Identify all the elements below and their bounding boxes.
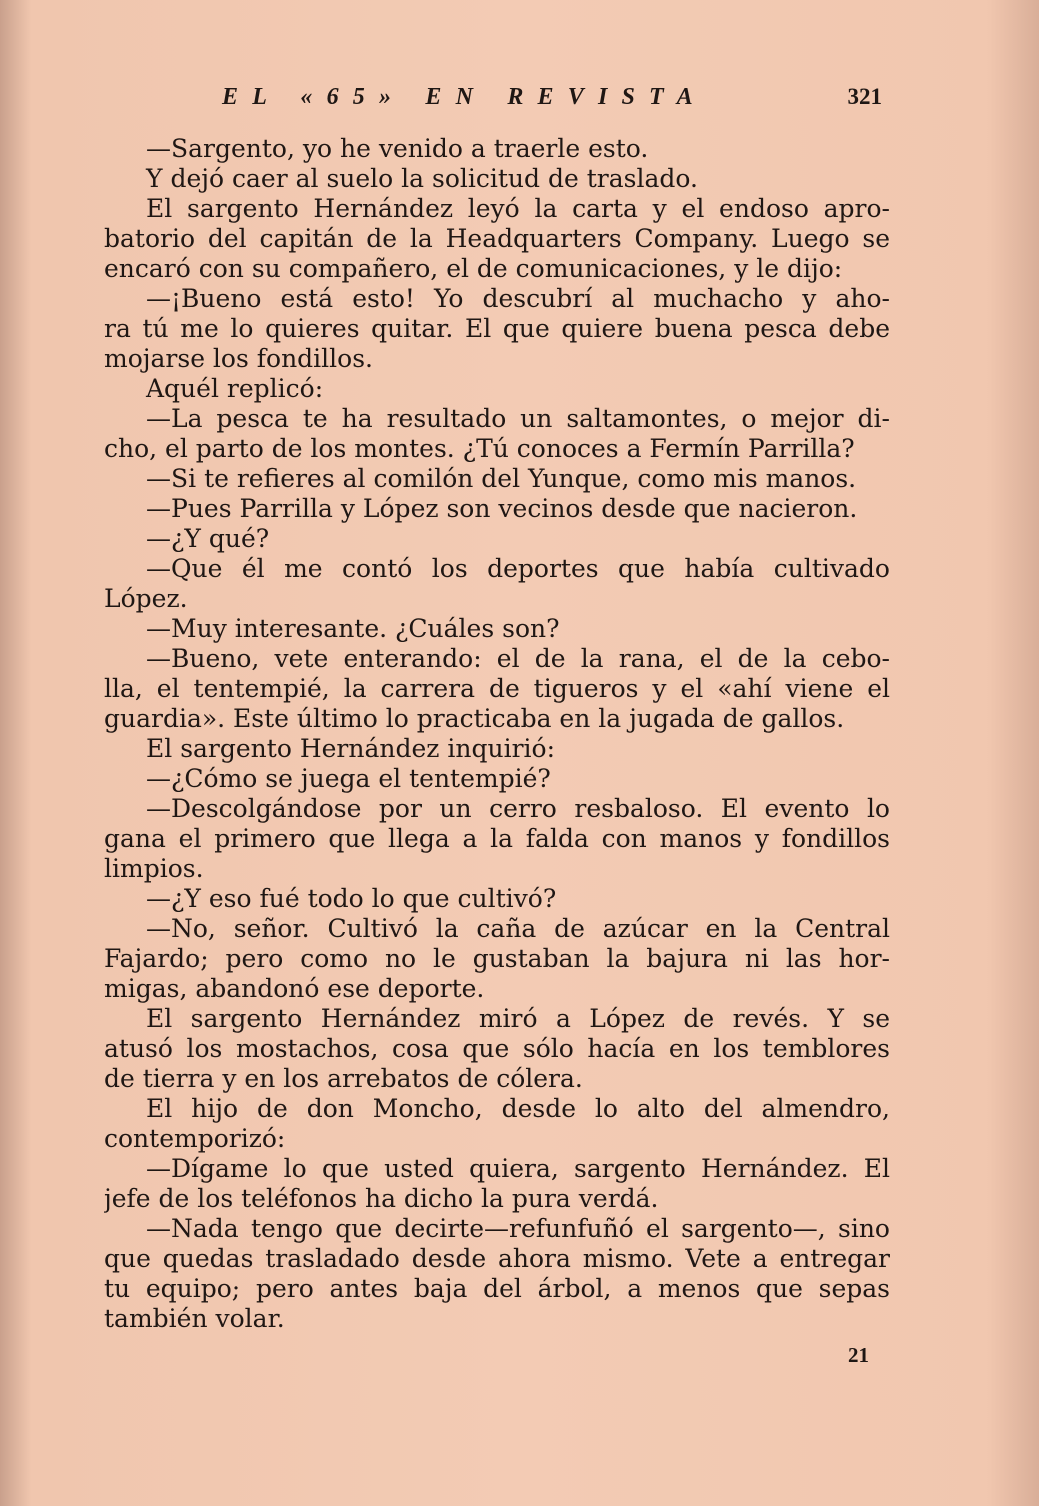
text-line: Fajardo; pero como no le gustaban la bajura ni las hor- (104, 944, 890, 973)
text-line: guardia». Este último lo practicaba en la jugada de gallos. (104, 704, 845, 733)
page-number: 321 (847, 84, 882, 109)
text-line: limpios. (104, 854, 204, 883)
text-line: —Dígame lo que usted quiera, sargento Hernández. El (146, 1154, 890, 1183)
text-line: encaró con su compañero, el de comunicaciones, y le dijo: (104, 254, 843, 283)
text-line: —Que él me contó los deportes que había cultivado (146, 554, 890, 583)
text-line: El sargento Hernández miró a López de revés. Y se (146, 1004, 890, 1033)
text-line: —No, señor. Cultivó la caña de azúcar en la Central (146, 914, 890, 943)
text-line: El hijo de don Moncho, desde lo alto del almendro, (146, 1094, 890, 1123)
text-line: —¿Cómo se juega el tentempié? (146, 764, 551, 793)
running-title: EL «65» EN REVISTA (222, 84, 707, 110)
text-line: gana el primero que llega a la falda con manos y fondillos (104, 824, 890, 853)
text-line: jefe de los teléfonos ha dicho la pura verdá. (104, 1184, 659, 1213)
text-line: López. (104, 584, 188, 613)
page-header (222, 84, 892, 118)
text-line: —¿Y eso fué todo lo que cultivó? (146, 884, 557, 913)
text-line: mojarse los fondillos. (104, 344, 373, 373)
text-line: —Pues Parrilla y López son vecinos desde que nacieron. (146, 494, 858, 523)
text-line: —Sargento, yo he venido a traerle esto. (146, 134, 649, 163)
text-line: —La pesca te ha resultado un saltamontes, o mejor di- (146, 404, 890, 433)
text-line: El sargento Hernández leyó la carta y el endoso apro- (146, 194, 890, 223)
text-line: —¡Bueno está esto! Yo descubrí al muchacho y aho- (146, 284, 890, 313)
text-line: —Descolgándose por un cerro resbaloso. El evento lo (146, 794, 890, 823)
text-line: ra tú me lo quieres quitar. El que quiere buena pesca debe (104, 314, 890, 343)
text-line: El sargento Hernández inquirió: (146, 734, 556, 763)
text-line: —Si te refieres al comilón del Yunque, como mis manos. (146, 464, 857, 493)
text-line: Aquél replicó: (146, 374, 324, 403)
text-line: —Muy interesante. ¿Cuáles son? (146, 614, 560, 643)
text-line: atusó los mostachos, cosa que sólo hacía en los temblores (104, 1034, 890, 1063)
signature-mark: 21 (848, 1343, 869, 1367)
text-line: que quedas trasladado desde ahora mismo. Vete a entregar (104, 1244, 890, 1273)
text-line: contemporizó: (104, 1124, 286, 1153)
text-line: tu equipo; pero antes baja del árbol, a menos que sepas (104, 1274, 890, 1303)
text-line: —Nada tengo que decirte—refunfuñó el sargento—, sino (146, 1214, 890, 1243)
text-line: de tierra y en los arrebatos de cólera. (104, 1064, 583, 1093)
body-text (104, 134, 890, 1334)
text-line: —¿Y qué? (146, 524, 270, 553)
text-line: Y dejó caer al suelo la solicitud de traslado. (146, 164, 698, 193)
text-line: también volar. (104, 1304, 285, 1333)
text-line: —Bueno, vete enterando: el de la rana, el de la cebo- (146, 644, 890, 673)
text-line: batorio del capitán de la Headquarters Company. Luego se (104, 224, 890, 253)
text-line: lla, el tentempié, la carrera de tigueros y el «ahí viene el (104, 674, 890, 703)
text-line: migas, abandonó ese deporte. (104, 974, 485, 1003)
text-line: cho, el parto de los montes. ¿Tú conoces a Fermín Parrilla? (104, 434, 855, 463)
